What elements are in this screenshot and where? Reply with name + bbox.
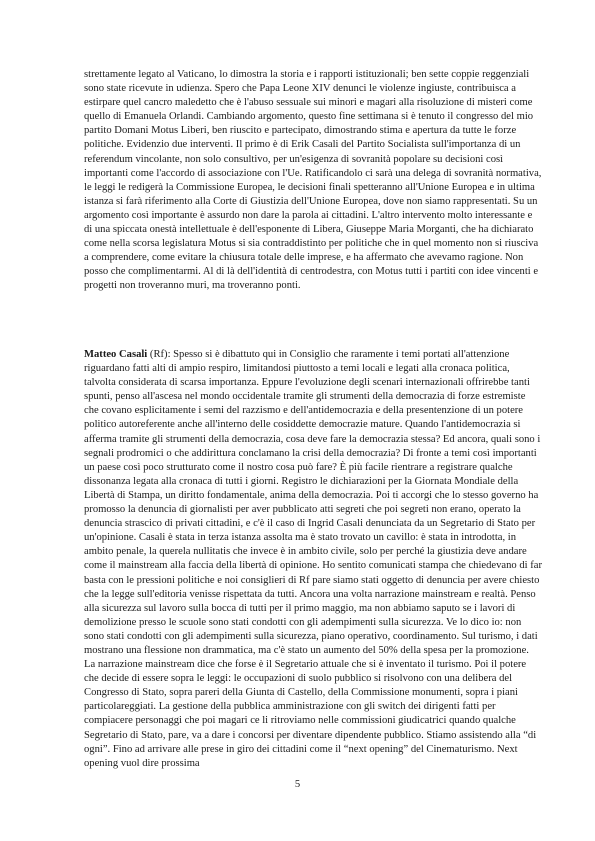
paragraph-intro: strettamente legato al Vaticano, lo dimostra la storia e i rapporti istituzionali; ben sette coppie reggenziali sono state ricevute in udienza. Spero che Papa Leone XIV denunci le violenze ingiuste, contribuisca a estirpare quel cancro maledetto che è l'abuso sessuale sui minori e magari alla risoluzione di misteri come quello di Emanuela Orlandi. Cambiando argomento, questo fine settimana si è tenuto il congresso del mio partito Domani Motus Liberi, ben riuscito e partecipato, dimostrando stima e apertura da tutte le forze politiche. Evidenzio due interventi. Il primo è di Erik Casali del Partito Socialista sull'importanza di un referendum vincolante, non solo consultivo, per un'esigenza di sovranità popolare su decisioni così importanti come l'accordo di associazione con l'Ue. Ratificandolo ci sarà una delega di sovranità normativa, le leggi le redigerà la Commissione Europea, le decisioni finali spetteranno all'Unione Europea e in ultima istanza si farà riferimento alla Corte di Giustizia dell'Unione Europea, dove non siamo rappresentati. Su un argomento così importante è assurdo non dare la parola ai cittadini. L'altro intervento molto interessante e di una spiccata onestà intellettuale è dell'esponente di Libera, Giuseppe Maria Morganti, che ha dichiarato come nella scorsa legislatura Motus si sia contraddistinto per politiche che in quel momento non si riusciva a comprendere, come evitare la chiusura totale delle imprese, e ha affermato che avevamo ragione. Non posso che complimentarmi. Al di là dell'identità di centrodestra, con Motus tutti i partiti con idee vincenti e progetti non troveranno muri, ma troveranno ponti.	[84, 69, 542, 292]
speaker-name: Matteo Casali	[84, 349, 148, 360]
paragraph-matteo-casali	[84, 348, 542, 771]
page-number: 5	[294, 779, 301, 790]
speaker-statement: (Rf): Spesso si è dibattuto qui in Consiglio che raramente i temi portati all'attenzione riguardano fatti alti di ampio respiro, limitandosi piuttosto a temi locali e legati alla cronaca politica, talvolta considerata di scarsa importanza. Eppure l'evoluzione degli scenari internazionali offrirebbe tanti spunti, penso all'ascesa nel mondo occidentale tramite gli strumenti della democrazia di forze estremiste che covano esplicitamente i semi del razzismo e dell'antidemocrazia e della presentenzione di un potere politico autoreferente anche all'interno delle cosiddette democrazie mature. Quando l'antidemocrazia si afferma tramite gli strumenti della democrazia, cosa deve fare la democrazia stessa? Ed ancora, quali sono i segnali prodromici o che addirittura conclamano la crisi della democrazia? Di fronte a temi così importanti un paese così poco strutturato come il nostro cosa può fare? È più facile rientrare a registrare qualche dissonanza legata alla cronaca di tutti i giorni. Registro le dichiarazioni per la Giornata Mondiale della Libertà di Stampa, un diritto fondamentale, anima della democrazia. Poi ti accorgi che lo stesso governo ha promosso la denuncia di giornalisti per aver pubblicato atti segreti che poi segreti non erano, operato la denuncia strascico di privati cittadini, e c'è il caso di Ingrid Casali denunciata da un Segretario di Stato per un'opinione. Casali è stata in terza istanza assolta ma è stato trovato un cavillo: è stata in introdotta, in ambito penale, la querela nullitatis che invece è in ambito civile, solo per perché la giustizia deve andare come il mainstream alla faccia della libertà di opinione. Ho sentito comunicati stampa che chiedevano di far basta con le pressioni politiche e noi consiglieri di Rf pare siamo stati oggetto di denuncia per avere chiesto che la legge sull'editoria venisse rispettata da tutti. Ancora una volta narrazione mainstream e realtà. Penso alla sicurezza sul lavoro sulla bocca di tutti per il primo maggio, ma non abbiamo saputo se i lavori di demolizione presso le scuole sono stati condotti con gli adempimenti sulla sicurezza. Ve lo dico io: non sono stati condotti con gli adempimenti sulla sicurezza, piano operativo, coordinamento. Sul turismo, i dati mostrano una flessione non drammatica, ma c'è stato un aumento del 50% della spesa per la promozione. La narrazione mainstream dice che forse è il Segretario attuale che si è inventato il turismo. Poi il potere che decide di essere sopra le leggi: le occupazioni di suolo pubblico si risolvono con una delibera del Congresso di Stato, sopra pareri della Giunta di Castello, della Commissione monumenti, sopra i piani particolareggiati. La gestione della pubblica amministrazione con gli switch dei dirigenti fatti per compiacere personaggi che poi magari ce li ritroviamo nelle commissioni giudicatrici quando qualche Segretario di Stato, pare, va a dare i concorsi per diventare dipendente pubblico. Stiamo assistendo alla “di ogni”. Fino ad arrivare alle prese in giro dei cittadini come il “next opening” del Cinematurismo. Next opening vuol dire prossima	[84, 349, 543, 769]
